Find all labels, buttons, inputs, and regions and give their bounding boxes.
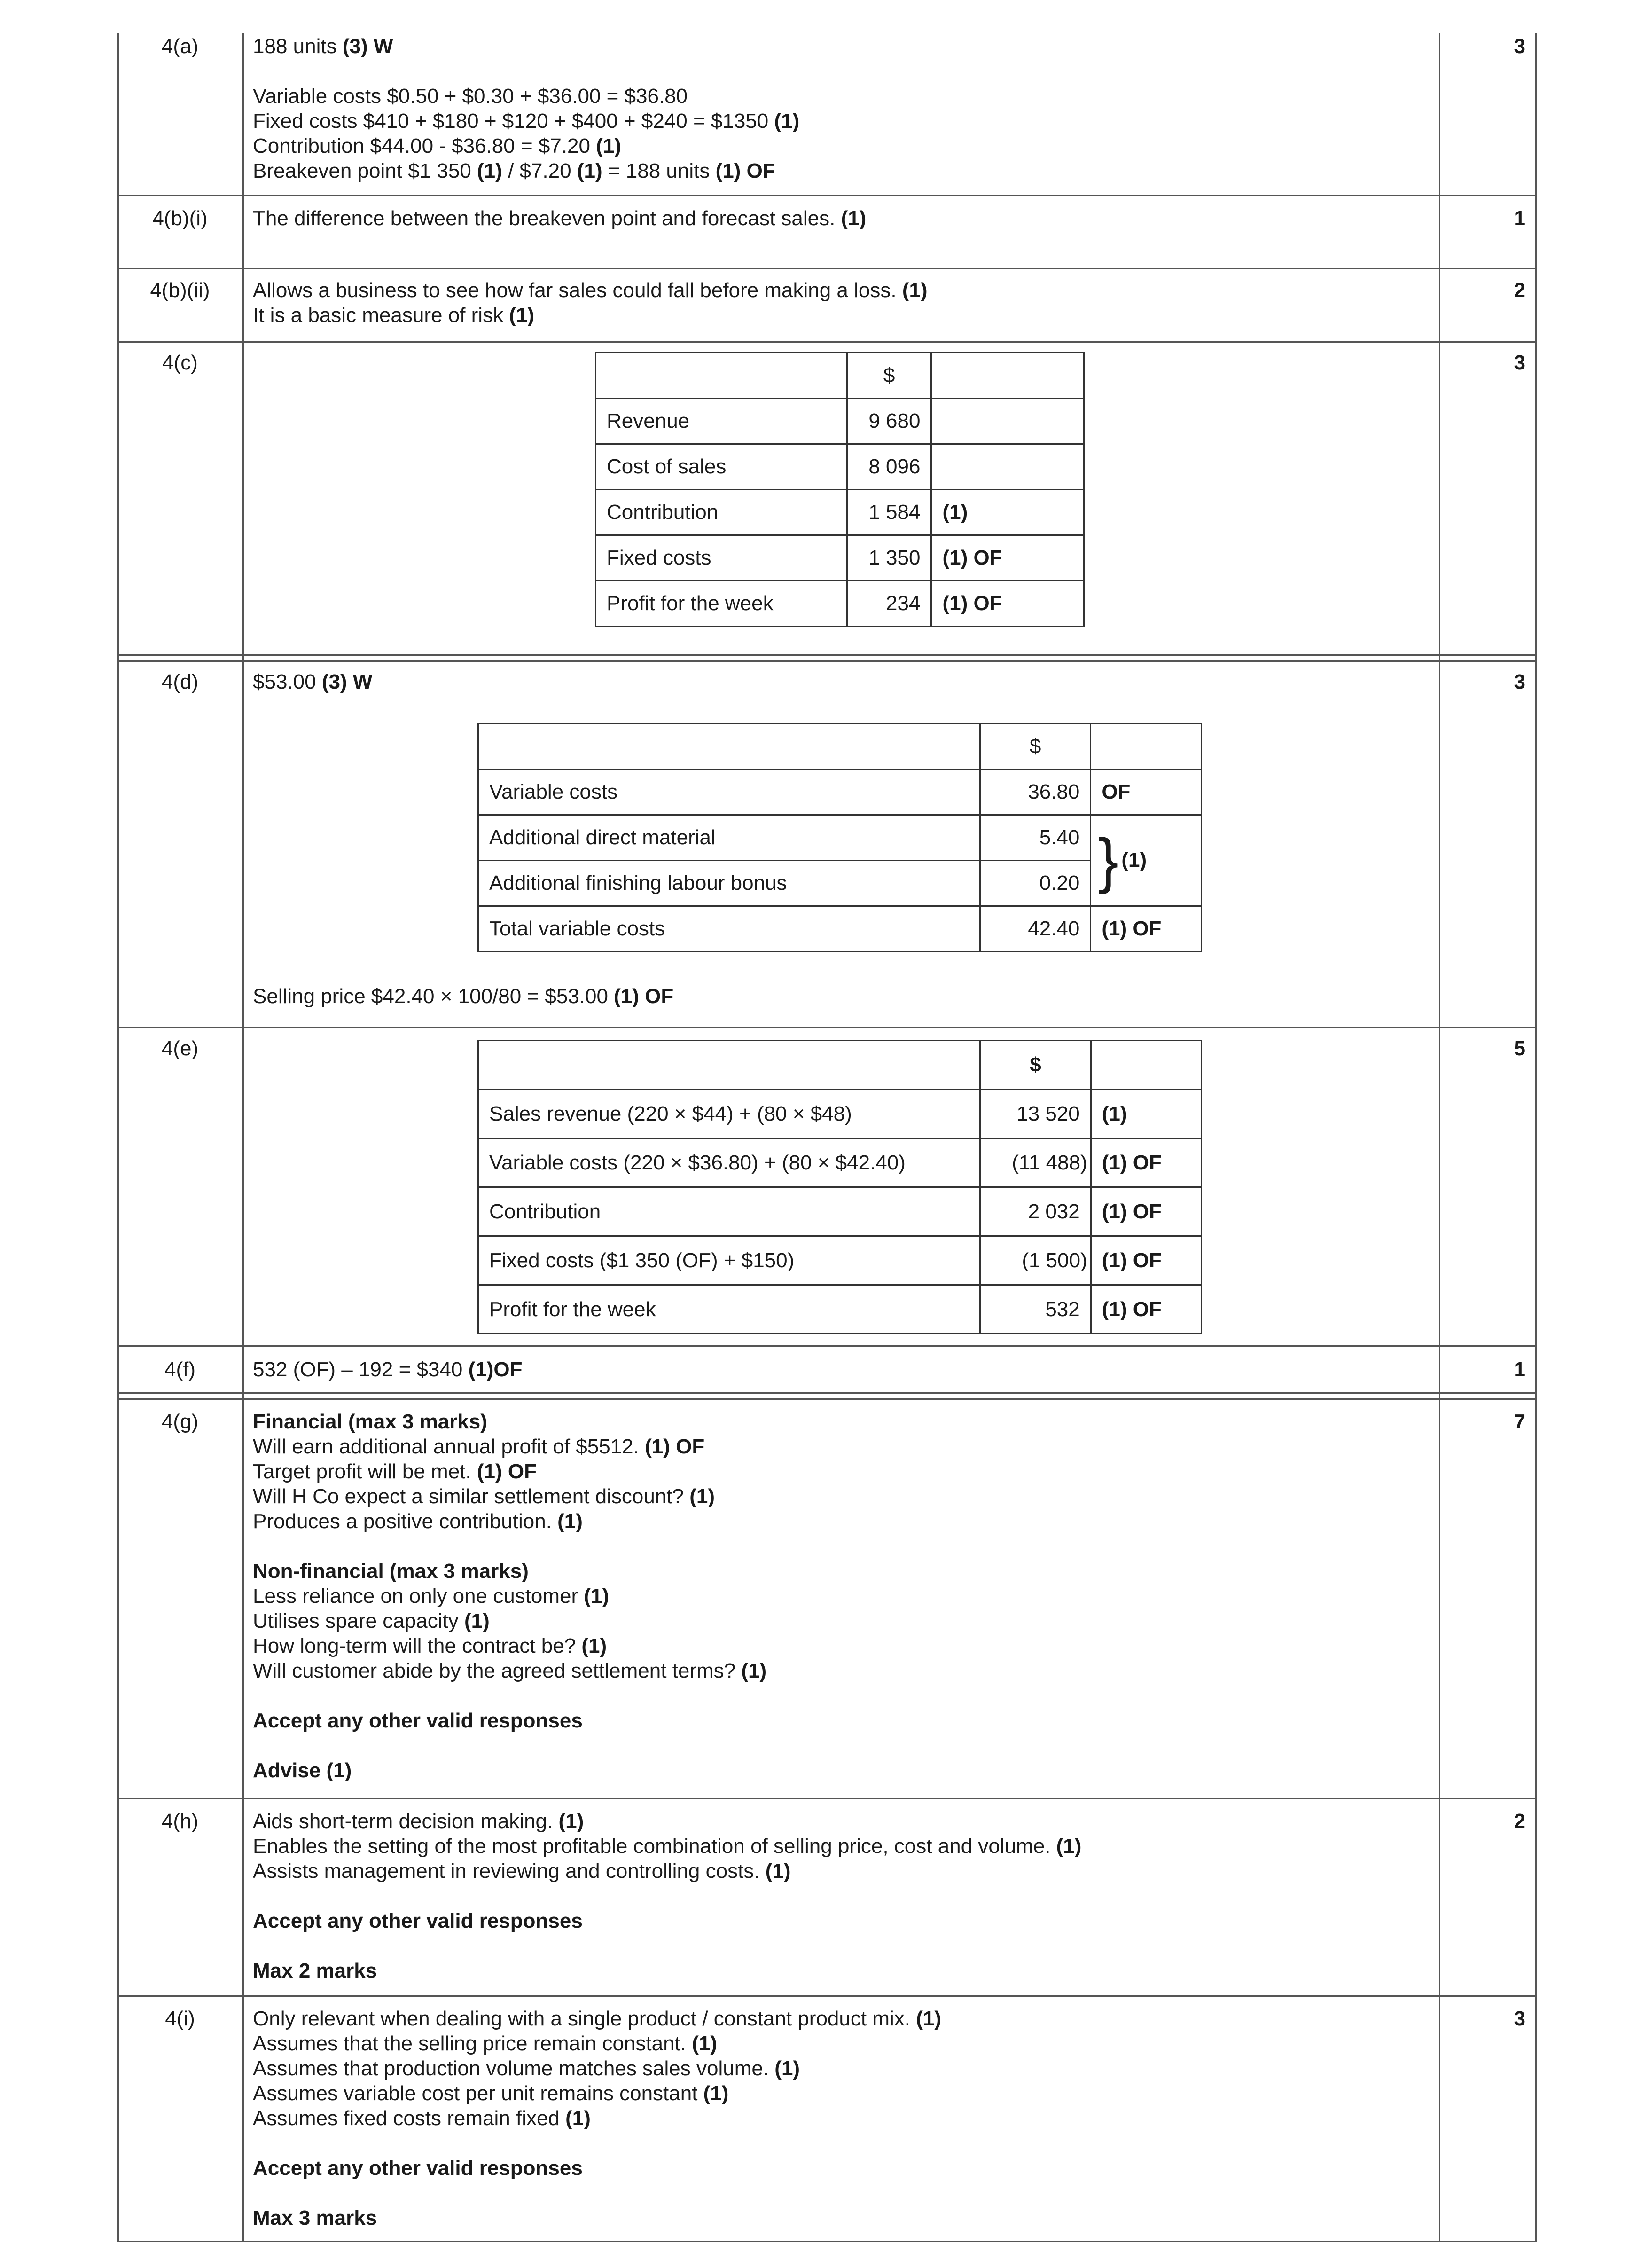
answer-text: 532 (OF) – 192 = $340 (1)OF [253, 1358, 523, 1381]
answer-text: Allows a business to see how far sales could fall before making a loss. (1) It is a basic measure of risk (1) [253, 279, 928, 327]
question-number: 4(h) [161, 1810, 199, 1833]
question-number: 4(e) [161, 1037, 199, 1060]
row-label: Variable costs [478, 769, 980, 815]
question-row-4a [117, 33, 1537, 195]
list-item: Assumes that the selling price remain constant. (1) [253, 2032, 718, 2055]
marks-value: 1 [1514, 207, 1525, 230]
marks-value: 2 [1514, 1810, 1525, 1833]
row-mark: (1) OF [1091, 1138, 1201, 1187]
list-item: Target profit will be met. (1) OF [253, 1460, 537, 1483]
table-row [596, 399, 1084, 444]
row-label: Variable costs (220 × $36.80) + (80 × $42.40) [478, 1138, 980, 1187]
question-row-4f [117, 1347, 1537, 1392]
table-row [478, 1285, 1202, 1334]
advise-note: Advise (1) [253, 1759, 352, 1782]
question-row-4c [117, 343, 1537, 654]
row-mark: (1) [1091, 1090, 1201, 1138]
row-value: (11 488) [980, 1138, 1091, 1187]
list-item: Assumes that production volume matches sales volume. (1) [253, 2057, 800, 2080]
row-value: 36.80 [980, 769, 1091, 815]
max-marks-note: Max 2 marks [253, 1959, 377, 1982]
brace-mark-cell [1091, 815, 1202, 906]
marks-value: 3 [1514, 2007, 1525, 2030]
list-item: Will customer abide by the agreed settlement terms? (1) [253, 1659, 767, 1682]
selling-price-line: Selling price $42.40 × 100/80 = $53.00 (1) OF [253, 985, 674, 1008]
answer-text: 188 units (3) W Variable costs $0.50 + $0.30 + $36.00 = $36.80 Fixed costs $410 + $180 + $120 + $400 + $240 = $1350 (1) Contribution $44.00 - $36.80 = $7.20 (1) Breakeven point $1 350 (1) / $7.20 (1) = 188 units (1) OF [253, 35, 800, 182]
revised-profit-table [477, 1040, 1202, 1334]
list-item: Aids short-term decision making. (1) [253, 1810, 584, 1833]
question-number: 4(b)(i) [152, 207, 208, 230]
accept-note: Accept any other valid responses [253, 1709, 583, 1732]
row-value: 234 [847, 581, 931, 627]
max-marks-note: Max 3 marks [253, 2206, 377, 2229]
row-label: Profit for the week [596, 581, 847, 627]
table-header-row [596, 353, 1084, 399]
answer-text [253, 1809, 1404, 1983]
row-value: 1 350 [847, 535, 931, 581]
row-mark: (1) OF [1091, 906, 1202, 952]
list-item: Assumes fixed costs remain fixed (1) [253, 2107, 591, 2130]
row-value: 13 520 [980, 1090, 1091, 1138]
currency-header: $ [980, 724, 1091, 769]
table-row [478, 1138, 1202, 1187]
answer-text [253, 1409, 1404, 1783]
table-row [596, 535, 1084, 581]
row-label: Revenue [596, 399, 847, 444]
row-label: Fixed costs [596, 535, 847, 581]
accept-note: Accept any other valid responses [253, 2157, 583, 2180]
question-row-4b-i [117, 196, 1537, 268]
row-label: Contribution [596, 490, 847, 535]
table-row [596, 490, 1084, 535]
profit-statement-table [595, 352, 1085, 627]
row-label: Contribution [478, 1187, 980, 1236]
question-number: 4(b)(ii) [150, 279, 210, 302]
question-number: 4(c) [162, 351, 198, 374]
marks-value: 2 [1514, 279, 1525, 302]
row-mark: (1) OF [1091, 1236, 1201, 1285]
answer-text: $53.00 (3) W [253, 670, 373, 693]
table-header-row [478, 724, 1202, 769]
row-label: Cost of sales [596, 444, 847, 490]
accept-note: Accept any other valid responses [253, 1909, 583, 1932]
row-mark: (1) OF [1091, 1187, 1201, 1236]
list-item: Enables the setting of the most profitable combination of selling price, cost and volume. (1) [253, 1835, 1082, 1858]
table-row [596, 581, 1084, 627]
row-label: Profit for the week [478, 1285, 980, 1334]
marks-value: 3 [1514, 35, 1525, 58]
currency-header: $ [980, 1041, 1091, 1090]
row-divider [117, 1392, 1537, 1394]
row-mark [931, 399, 1084, 444]
row-value: 2 032 [980, 1187, 1091, 1236]
question-number: 4(f) [164, 1358, 195, 1381]
row-label: Additional direct material [478, 815, 980, 861]
table-row [596, 444, 1084, 490]
question-number: 4(g) [161, 1410, 199, 1433]
table-row [478, 1187, 1202, 1236]
row-mark: (1) OF [931, 535, 1084, 581]
brace-icon: } [1098, 826, 1118, 895]
table-row [478, 1090, 1202, 1138]
table-row [478, 1236, 1202, 1285]
row-mark: (1) OF [931, 581, 1084, 627]
row-value: 42.40 [980, 906, 1091, 952]
question-row-4e [117, 1028, 1537, 1345]
row-value: 9 680 [847, 399, 931, 444]
question-number: 4(a) [161, 35, 199, 58]
row-divider [117, 654, 1537, 656]
row-value: 1 584 [847, 490, 931, 535]
marks-value: 3 [1514, 670, 1525, 693]
question-row-4b-ii [117, 269, 1537, 341]
question-row-4i [117, 1997, 1537, 2241]
row-mark: (1) OF [1091, 1285, 1201, 1334]
financial-heading: Financial (max 3 marks) [253, 1410, 487, 1433]
question-row-4g [117, 1400, 1537, 1798]
list-item: Utilises spare capacity (1) [253, 1609, 490, 1632]
list-item: Assists management in reviewing and controlling costs. (1) [253, 1860, 791, 1883]
table-row [478, 906, 1202, 952]
answer-text: The difference between the breakeven point and forecast sales. (1) [253, 207, 867, 230]
table-row [478, 769, 1202, 815]
list-item: Will H Co expect a similar settlement discount? (1) [253, 1485, 715, 1508]
list-item: Will earn additional annual profit of $5512. (1) OF [253, 1435, 705, 1458]
table-row [478, 815, 1202, 861]
marks-value: 1 [1514, 1358, 1525, 1381]
table-header-row [478, 1041, 1202, 1090]
non-financial-heading: Non-financial (max 3 marks) [253, 1560, 529, 1583]
question-number: 4(d) [161, 670, 199, 693]
question-row-4h [117, 1799, 1537, 1995]
row-value: 532 [980, 1285, 1091, 1334]
question-number: 4(i) [165, 2007, 195, 2030]
list-item: Only relevant when dealing with a single product / constant product mix. (1) [253, 2007, 941, 2030]
brace-mark: (1) [1121, 848, 1147, 871]
variable-costs-table [477, 723, 1202, 952]
table-border-bottom [117, 2241, 1537, 2242]
row-value: 8 096 [847, 444, 931, 490]
marks-value: 5 [1514, 1037, 1525, 1060]
row-label: Additional finishing labour bonus [478, 861, 980, 906]
row-mark: OF [1091, 769, 1202, 815]
row-label: Sales revenue (220 × $44) + (80 × $48) [478, 1090, 980, 1138]
row-label: Fixed costs ($1 350 (OF) + $150) [478, 1236, 980, 1285]
marks-value: 3 [1514, 351, 1525, 374]
row-label: Total variable costs [478, 906, 980, 952]
list-item: Produces a positive contribution. (1) [253, 1510, 583, 1533]
row-value: 0.20 [980, 861, 1091, 906]
answer-text [253, 2006, 1404, 2230]
row-mark: (1) [931, 490, 1084, 535]
currency-header: $ [847, 353, 931, 399]
list-item: How long-term will the contract be? (1) [253, 1634, 607, 1657]
marks-value: 7 [1514, 1410, 1525, 1433]
row-mark [931, 444, 1084, 490]
list-item: Assumes variable cost per unit remains constant (1) [253, 2082, 729, 2105]
row-value: 5.40 [980, 815, 1091, 861]
row-value: (1 500) [980, 1236, 1091, 1285]
question-row-4d [117, 662, 1537, 1027]
list-item: Less reliance on only one customer (1) [253, 1585, 610, 1608]
